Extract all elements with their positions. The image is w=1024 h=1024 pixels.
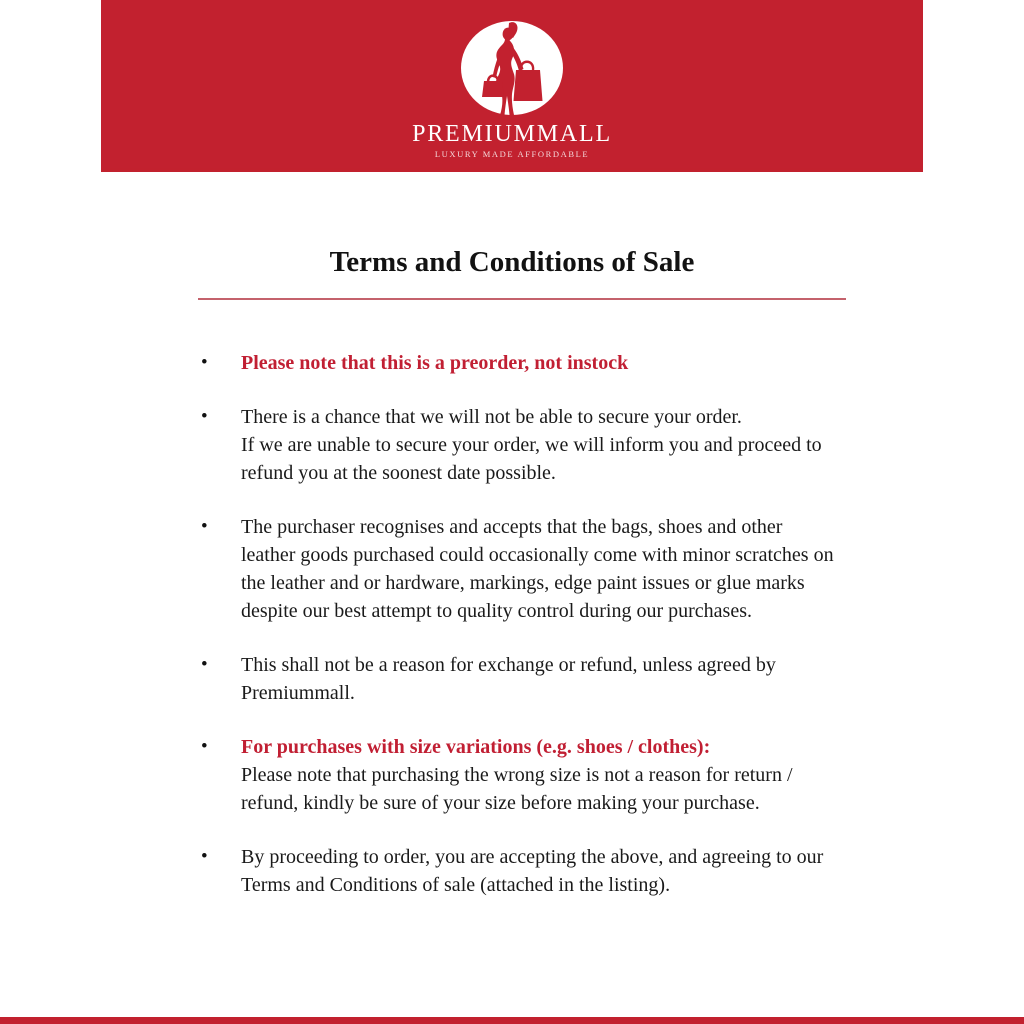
terms-line: Please note that purchasing the wrong size is not a reason for return / <box>241 764 793 786</box>
terms-item-heading: Please note that this is a preorder, not instock <box>241 352 629 374</box>
terms-line: the leather and or hardware, markings, edge paint issues or glue marks <box>241 572 805 594</box>
terms-line: refund you at the soonest date possible. <box>241 462 556 484</box>
terms-list <box>198 349 878 925</box>
terms-line: If we are unable to secure your order, we will inform you and proceed to <box>241 434 822 456</box>
terms-line: By proceeding to order, you are accepting the above, and agreeing to our <box>241 846 824 868</box>
terms-line: Premiummall. <box>241 682 355 704</box>
bullet-icon: • <box>201 846 208 867</box>
terms-item <box>198 513 878 625</box>
terms-item <box>198 403 878 487</box>
terms-item <box>198 349 878 377</box>
bullet-icon: • <box>201 736 208 757</box>
bullet-icon: • <box>201 654 208 675</box>
title-divider <box>198 298 846 300</box>
bullet-icon: • <box>201 352 208 373</box>
woman-with-shopping-bags-icon <box>457 20 567 120</box>
terms-item <box>198 733 878 817</box>
terms-line: Terms and Conditions of sale (attached in the listing). <box>241 874 671 896</box>
brand-tagline: LUXURY MADE AFFORDABLE <box>434 149 590 160</box>
footer-strip <box>0 1017 1024 1024</box>
terms-line: refund, kindly be sure of your size before making your purchase. <box>241 792 760 814</box>
terms-line: There is a chance that we will not be able to secure your order. <box>241 406 742 428</box>
brand-banner <box>101 0 923 172</box>
terms-item-heading: For purchases with size variations (e.g. shoes / clothes): <box>241 736 711 758</box>
page-title: Terms and Conditions of Sale <box>329 246 695 278</box>
bullet-icon: • <box>201 516 208 537</box>
terms-line: leather goods purchased could occasionally come with minor scratches on <box>241 544 834 566</box>
terms-line: despite our best attempt to quality control during our purchases. <box>241 600 752 622</box>
terms-item <box>198 843 878 899</box>
terms-line: This shall not be a reason for exchange or refund, unless agreed by <box>241 654 776 676</box>
brand-name: PREMIUMMALL <box>412 121 612 147</box>
terms-line: The purchaser recognises and accepts that the bags, shoes and other <box>241 516 783 538</box>
bullet-icon: • <box>201 406 208 427</box>
terms-item <box>198 651 878 707</box>
